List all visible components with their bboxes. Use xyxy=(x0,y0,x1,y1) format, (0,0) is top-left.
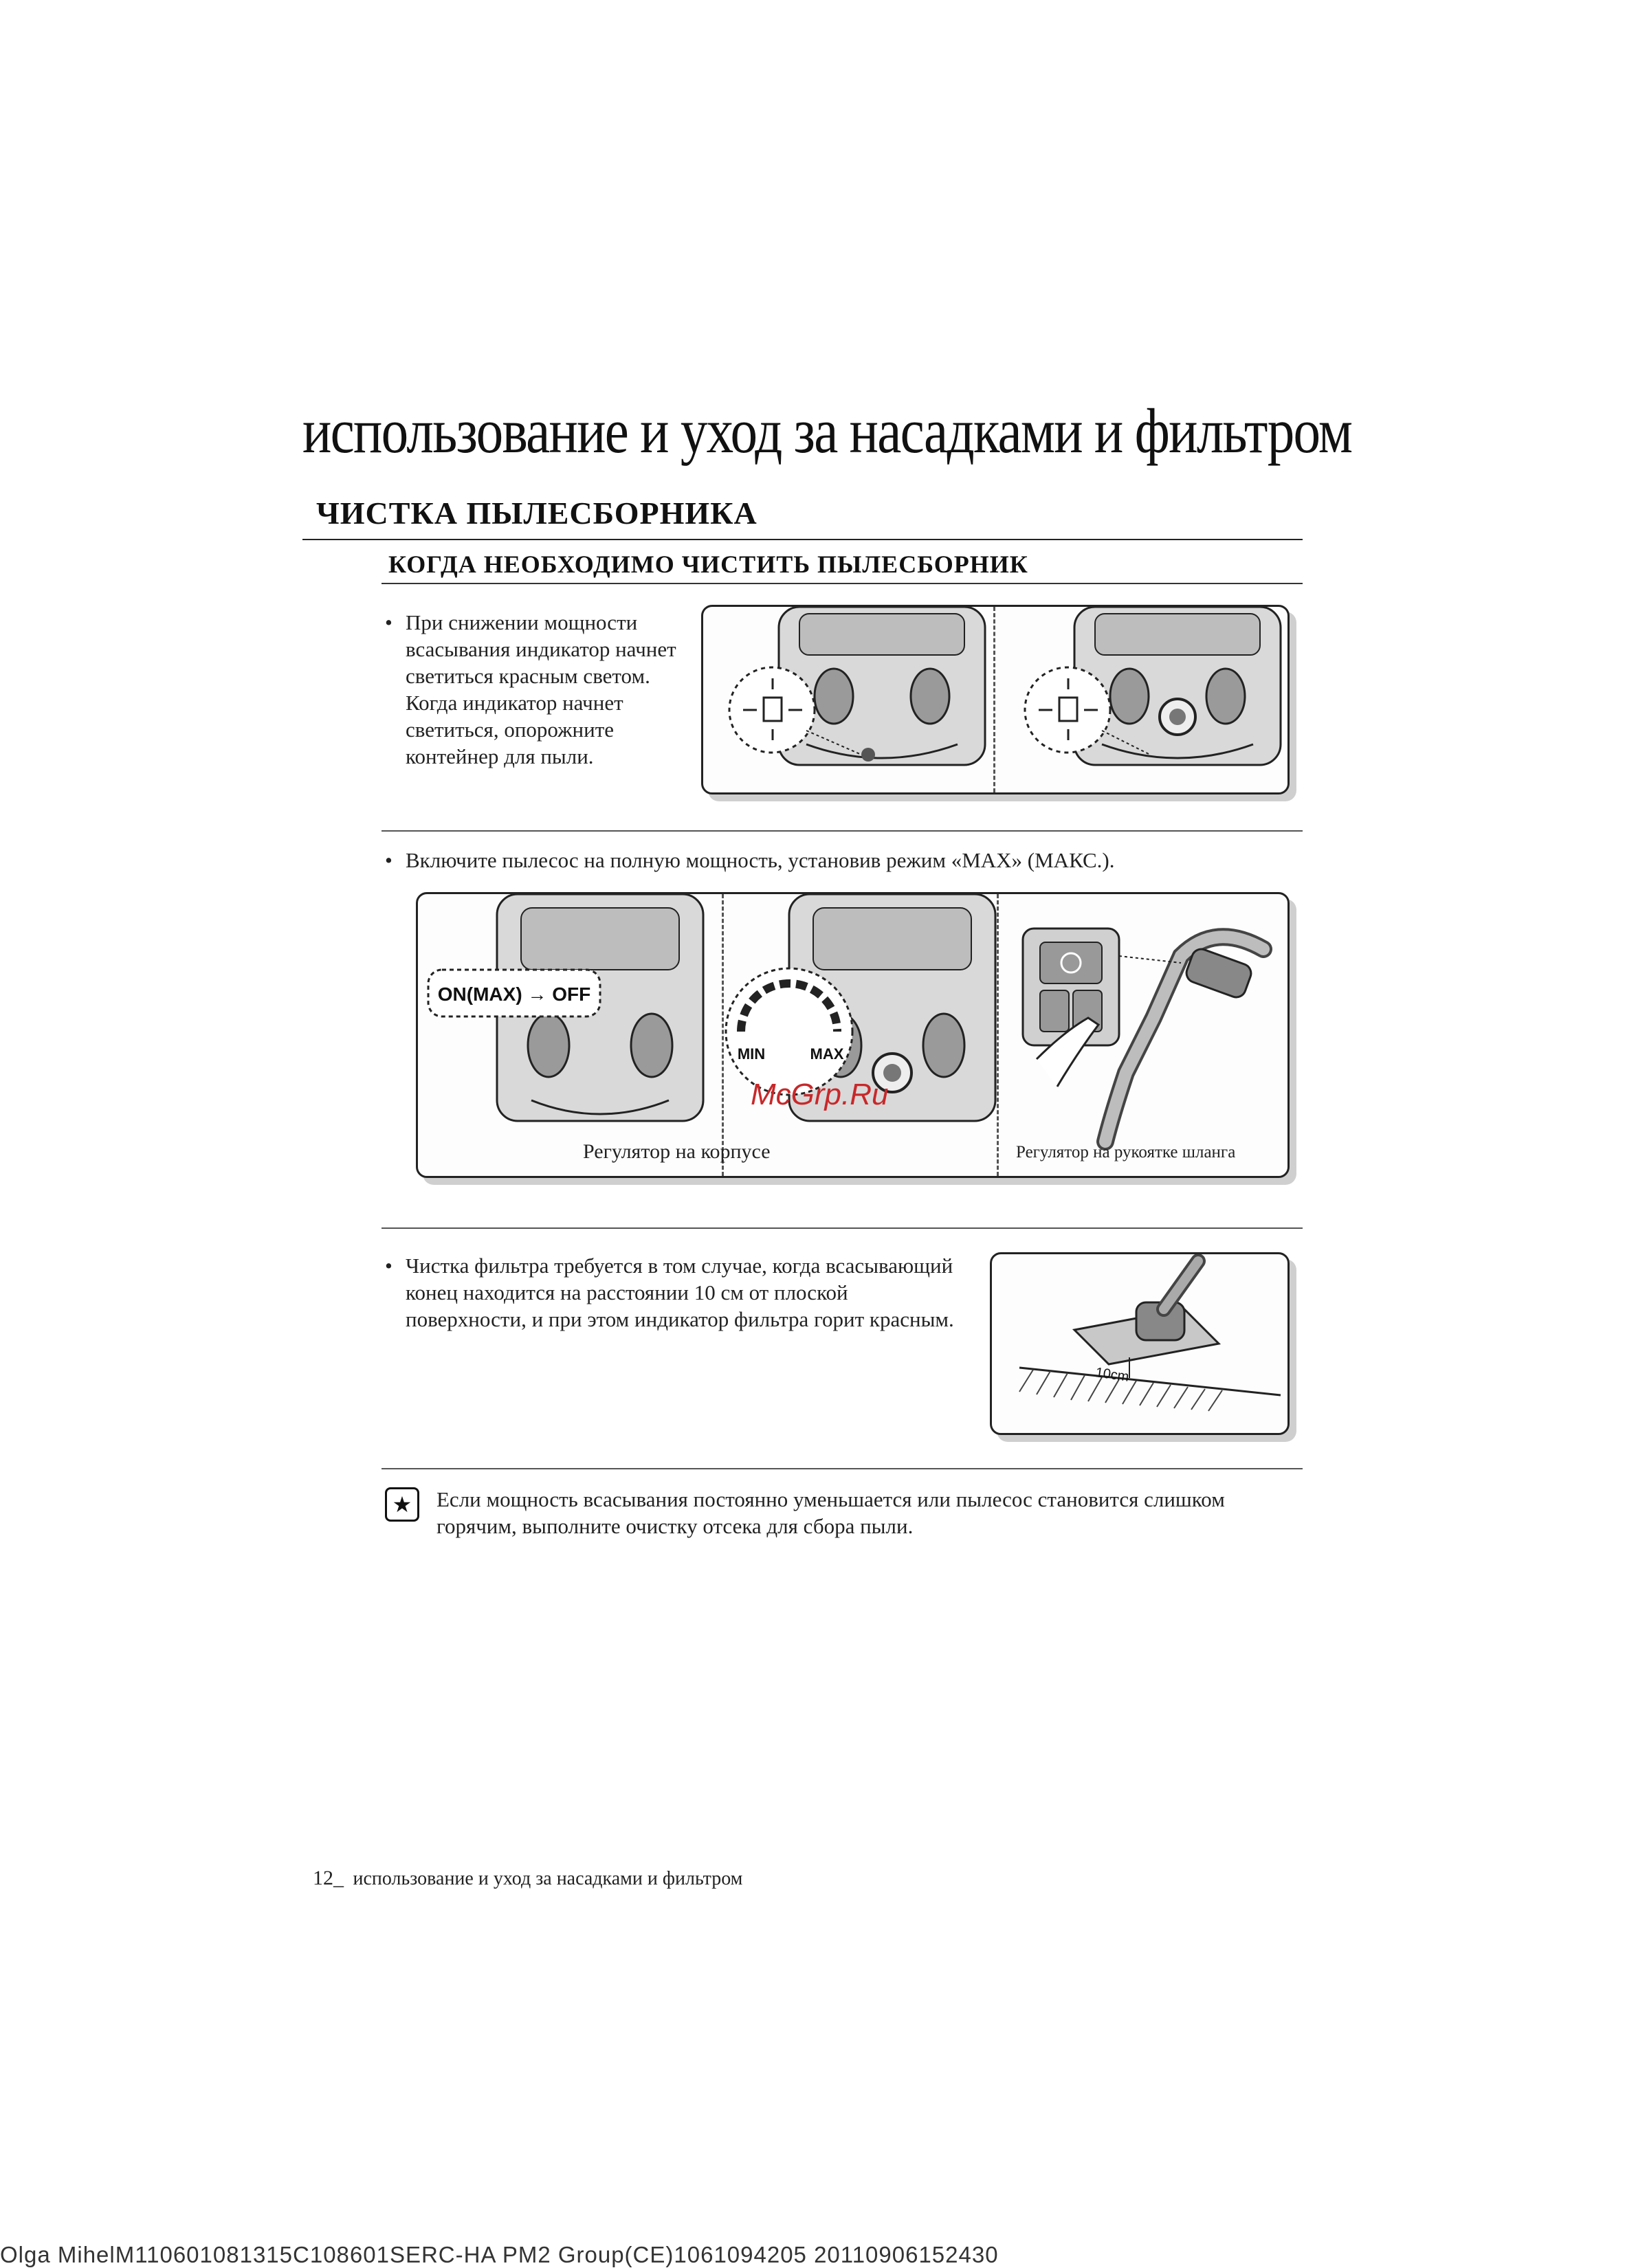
bullet-max-mode: • Включите пылесос на полную мощность, установив режим «MAX» (МАКС.). xyxy=(406,847,1292,874)
hose-handle xyxy=(1105,937,1263,1142)
vacuum-body-left xyxy=(779,607,985,765)
caption-handle-regulator: Регулятор на рукоятке шланга xyxy=(1016,1143,1236,1161)
running-title: использование и уход за насадками и фильтром xyxy=(353,1868,743,1889)
print-stamp: Olga MihelM110601081315C108601SERC-HA PM2 Group(CE)1061094205 20110906152430 xyxy=(0,2242,999,2267)
figure-power-regulator xyxy=(416,892,1290,1178)
figure-divider xyxy=(722,894,724,1176)
separator xyxy=(382,1227,1303,1229)
on-max-off-callout xyxy=(428,970,600,1016)
vacuum-body-right xyxy=(1074,607,1281,765)
floor-hatch xyxy=(1019,1368,1281,1411)
figure-nozzle-distance xyxy=(990,1252,1290,1435)
min-label: MIN xyxy=(737,1045,766,1063)
subsection-heading: КОГДА НЕОБХОДИМО ЧИСТИТЬ ПЫЛЕСБОРНИК xyxy=(388,551,1028,578)
note-text: Если мощность всасывания постоянно уменьшается или пылесос становится слишком горячим, выполните очистку отсека для сбора пыли. xyxy=(436,1487,1225,1538)
bullet-filter-cleaning: • Чистка фильтра требуется в том случае, когда всасывающий конец находится на расстоянии 10 см от плоской поверхности, и при этом индикатор фильтра горит красным. xyxy=(406,1252,955,1333)
floor-brush xyxy=(1074,1261,1219,1378)
nozzle-distance-illustration xyxy=(992,1254,1287,1433)
note-star-icon: ★ xyxy=(385,1487,419,1522)
distance-label: 10cm xyxy=(1094,1365,1130,1385)
figure-divider xyxy=(993,607,995,792)
page-title: использование и уход за насадками и фильтром xyxy=(302,396,1352,466)
min-max-dial-callout xyxy=(726,968,852,1095)
bullet-dust-indicator: • При снижении мощности всасывания индикатор начнет светиться красным светом. Когда индикатор начнет светиться, опорожните контейнер для пыли. xyxy=(406,609,687,770)
caption-body-regulator: Регулятор на корпусе xyxy=(583,1140,771,1163)
page-number: 12_ xyxy=(313,1867,344,1889)
watermark: McGrp.Ru xyxy=(751,1078,889,1111)
section-rule xyxy=(302,539,1303,540)
subsection-rule xyxy=(382,583,1303,584)
vacuum-indicator-illustration xyxy=(703,607,1287,792)
handle-control-panel xyxy=(1023,929,1119,1087)
footer xyxy=(313,1867,742,1890)
separator xyxy=(382,1468,1303,1469)
on-max-off-label: ON(MAX) → OFF xyxy=(437,983,591,1005)
figure-divider xyxy=(997,894,999,1176)
separator xyxy=(382,830,1303,832)
figure-dust-indicator xyxy=(701,605,1290,794)
power-regulator-illustration xyxy=(418,894,1287,1176)
section-heading: ЧИСТКА ПЫЛЕСБОРНИКА xyxy=(316,496,758,531)
max-label: MAX xyxy=(810,1045,844,1063)
